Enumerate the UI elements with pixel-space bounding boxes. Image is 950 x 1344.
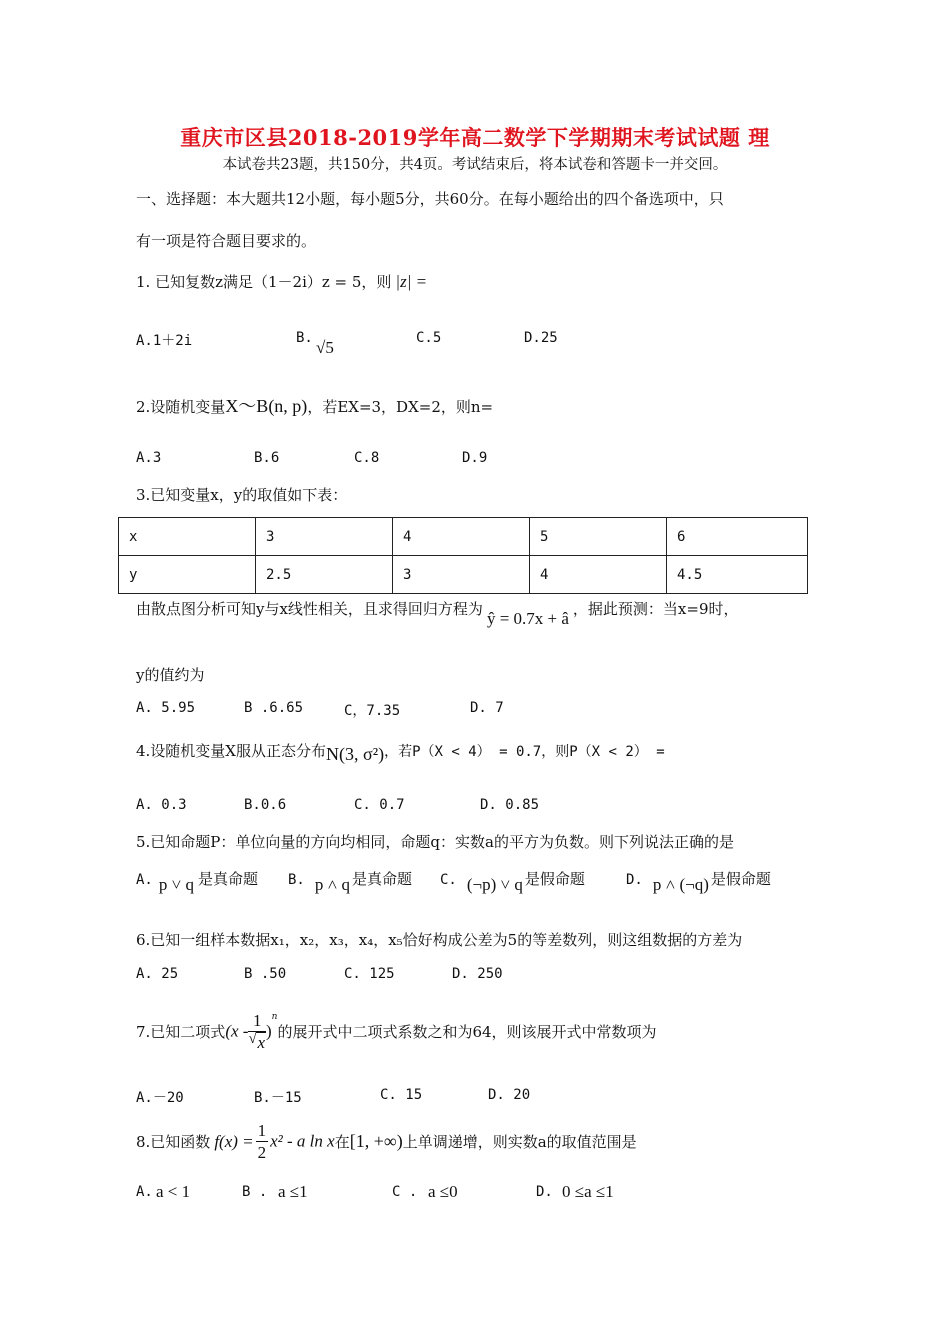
q8-option-c-value: a ≤0 [428, 1182, 458, 1201]
q2-option-d: D.9 [462, 450, 488, 466]
q7-fraction-numerator: 1 [248, 1012, 266, 1032]
q4-option-c: C. 0.7 [354, 797, 405, 813]
q8-stem-tail: 上单调递增，则实数a的取值范围是 [402, 1133, 637, 1151]
q5-stem: 5.已知命题P：单位向量的方向均相同，命题q：实数a的平方为负数。则下列说法正确的是 [136, 833, 734, 851]
q1-option-d: D.25 [524, 330, 558, 346]
table-cell: 3 [256, 518, 393, 556]
q5-option-a-expr: p ˅ q [158, 875, 194, 894]
q8-fraction-denominator: 2 [257, 1143, 267, 1162]
q1-option-b-label: B. [296, 330, 313, 346]
q7-exponent: n [271, 1012, 278, 1022]
q7-fraction [248, 1012, 266, 1051]
q8-option-d-value: 0 ≤a ≤1 [562, 1182, 614, 1201]
q5-option-c-expr: (¬p) ˅ q [466, 875, 523, 894]
q8-option-a-label: A. [136, 1184, 153, 1200]
q5-option-d-text: 是假命题 [710, 870, 771, 888]
q3-regression-equation: ŷ = 0.7x + â [486, 609, 569, 628]
q5-option-b-text: 是真命题 [351, 870, 412, 888]
q4-option-a: A. 0.3 [136, 797, 187, 813]
q3-data-table [118, 517, 808, 594]
q4-option-b: B.0.6 [244, 797, 287, 813]
table-cell: 6 [667, 518, 808, 556]
table-cell: 4 [393, 518, 530, 556]
q7-option-c: C. 15 [380, 1087, 423, 1103]
table-cell: y [119, 556, 256, 594]
q7-stem [136, 1012, 657, 1062]
q2-stem-tail: ，若EX=3，DX=2，则n= [307, 398, 494, 416]
q3-option-b: B .6.65 [244, 700, 304, 716]
q4-option-d: D. 0.85 [480, 797, 540, 813]
q3-option-c: C，7.35 [344, 703, 401, 719]
q7-option-b: B.－15 [254, 1090, 302, 1106]
q5-option-b-label: B. [288, 872, 305, 888]
q7-stem-text: 7.已知二项式 [136, 1023, 226, 1041]
table-cell: 4.5 [667, 556, 808, 594]
q7-option-d: D. 20 [488, 1087, 531, 1103]
q8-fraction [256, 1122, 269, 1161]
q4-stem [136, 740, 665, 764]
exam-title: 重庆市区县2018-2019学年高二数学下学期期末考试试题 理 [180, 125, 770, 150]
q5-option-a-text: 是真命题 [197, 870, 258, 888]
q7-option-a: A.－20 [136, 1090, 184, 1106]
q7-math-pre: (x - [225, 1021, 249, 1041]
q5-option-b-expr: p ˄ q [314, 875, 350, 894]
q2-option-b: B.6 [254, 450, 280, 466]
q3-description-2: y的值约为 [136, 666, 205, 684]
q5-option-d-label: D. [626, 872, 643, 888]
q2-option-a: A.3 [136, 450, 162, 466]
exam-subtitle: 本试卷共23题，共150分，共4页。考试结束后，将本试卷和答题卡一并交回。 [222, 157, 728, 173]
q8-stem-text: 8.已知函数 [136, 1133, 211, 1151]
q8-stem-mid: 在 [334, 1133, 350, 1151]
q5-option-a [136, 868, 258, 894]
q4-stem-text: 4.设随机变量X服从正态分布 [136, 742, 326, 760]
q8-stem [136, 1122, 637, 1172]
q8-option-a-value: a < 1 [156, 1182, 191, 1201]
q3-stem: 3.已知变量x，y的取值如下表： [136, 486, 348, 504]
q8-fraction-numerator: 1 [257, 1121, 267, 1140]
table-row [119, 556, 808, 594]
q3-desc-post: ，据此预测：当x=9时， [572, 600, 739, 618]
q2-math: X～B(n, p) [225, 396, 308, 416]
table-cell: 2.5 [256, 556, 393, 594]
q1-stem-text: 1. 已知复数z满足（1－2i）z = 5，则 [136, 273, 392, 291]
q3-option-d: D. 7 [470, 700, 504, 716]
q5-option-c-text: 是假命题 [524, 870, 585, 888]
q5-option-c [440, 868, 585, 894]
sqrt-sign: √ [248, 1031, 257, 1047]
q2-stem-text: 2.设随机变量 [136, 398, 226, 416]
q6-stem: 6.已知一组样本数据x₁，x₂，x₃，x₄，x₅恰好构成公差为5的等差数列，则这组数据的方差为 [136, 931, 743, 949]
q1-option-a: A.1＋2i [136, 333, 193, 349]
section-heading-line1: 一、选择题：本大题共12小题，每小题5分，共60分。在每小题给出的四个备选项中，只 [136, 190, 724, 208]
table-cell: x [119, 518, 256, 556]
q6-option-d: D. 250 [452, 966, 503, 982]
q5-option-d [626, 868, 771, 894]
q3-desc-pre: 由散点图分析可知y与x线性相关，且求得回归方程为 [136, 600, 483, 618]
q4-stem-tail: ，若P（X < 4） = 0.7，则P（X < 2） = [384, 744, 665, 760]
table-cell: 4 [530, 556, 667, 594]
q1-option-b-value: √5 [316, 338, 334, 357]
q5-option-b [288, 868, 412, 894]
q8-math-post: x² - a ln x [270, 1131, 335, 1151]
q6-option-a: A. 25 [136, 966, 179, 982]
section-heading-line2: 有一项是符合题目要求的。 [136, 232, 317, 250]
table-row [119, 518, 808, 556]
q1-math: |z| = [395, 272, 428, 291]
q2-option-c: C.8 [354, 450, 380, 466]
q3-option-a: A. 5.95 [136, 700, 196, 716]
q5-option-c-label: C. [440, 872, 457, 888]
q8-option-c-label: C . [392, 1184, 418, 1200]
q8-interval: [1, +∞) [349, 1131, 403, 1151]
q6-option-c: C. 125 [344, 966, 395, 982]
q5-option-d-expr: p ˄ (¬q) [652, 875, 709, 894]
table-cell: 5 [530, 518, 667, 556]
q6-option-b: B .50 [244, 966, 287, 982]
q8-option-d-label: D. [536, 1184, 553, 1200]
q7-stem-tail: 的展开式中二项式系数之和为64，则该展开式中常数项为 [277, 1023, 657, 1041]
q2-stem [136, 392, 493, 418]
q5-option-a-label: A. [136, 872, 153, 888]
q3-description [136, 598, 739, 628]
q4-math: N(3, σ²) [326, 744, 385, 764]
q1-option-c: C.5 [416, 330, 442, 346]
q7-math-post: ) [265, 1021, 272, 1041]
q8-option-b-value: a ≤1 [278, 1182, 308, 1201]
q8-option-b-label: B . [242, 1184, 268, 1200]
q1-stem [136, 271, 427, 292]
q8-math-pre: f(x) = [214, 1131, 254, 1151]
q7-fraction-denominator: x [257, 1033, 265, 1052]
table-cell: 3 [393, 556, 530, 594]
